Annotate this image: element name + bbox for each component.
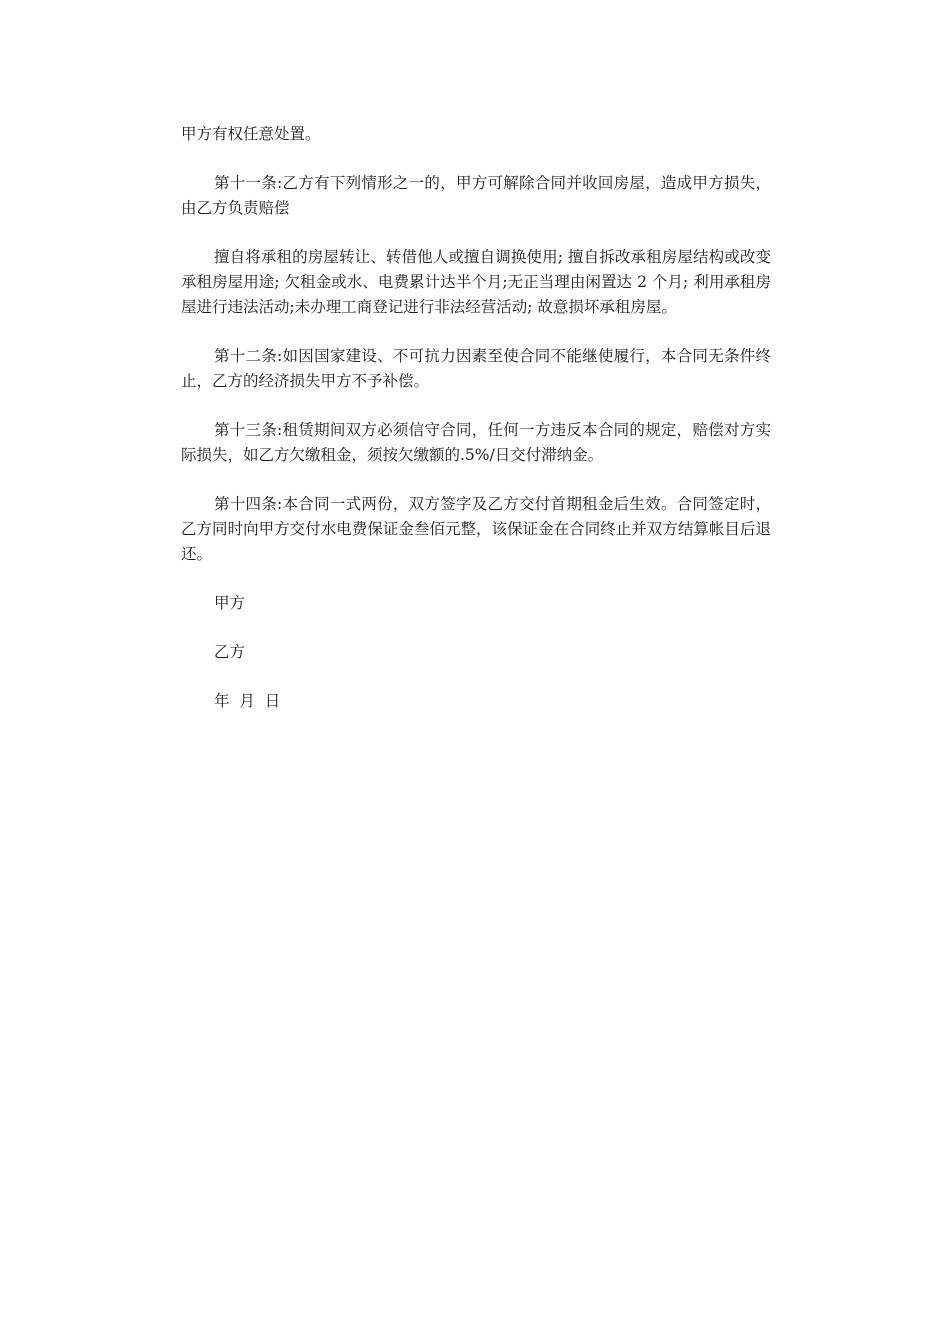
continuation-text: 甲方有权任意处置。 bbox=[181, 125, 321, 143]
article-14: 第十四条:本合同一式两份，双方签字及乙方交付首期租金后生效。合同签定时，乙方同时向甲方交付水电费保证金叁佰元整，该保证金在合同终止并双方结算帐目后退还。 bbox=[181, 495, 771, 563]
article-11: 第十一条:乙方有下列情形之一的，甲方可解除合同并收回房屋，造成甲方损失，由乙方负责赔偿 bbox=[181, 174, 771, 217]
article-13: 第十三条:租赁期间双方必须信守合同，任何一方违反本合同的规定，赔偿对方实际损失，如乙方欠缴租金，须按欠缴额的.5%/日交付滞纳金。 bbox=[181, 421, 771, 464]
article-12: 第十二条:如因国家建设、不可抗力因素至使合同不能继使履行，本合同无条件终止，乙方的经济损失甲方不予补偿。 bbox=[181, 347, 771, 390]
document-page bbox=[181, 122, 771, 738]
party-a-signature: 甲方 bbox=[214, 594, 246, 612]
date-line: 年 月 日 bbox=[214, 692, 281, 710]
article-11-detail: 擅自将承租的房屋转让、转借他人或擅自调换使用; 擅自拆改承租房屋结构或改变承租房屋用途; 欠租金或水、电费累计达半个月;无正当理由闲置达 2 个月; 利用承租房屋进行违法活动;未办理工商登记进行非法经营活动; 故意损坏承租房屋。 bbox=[181, 248, 771, 316]
party-b-signature: 乙方 bbox=[214, 643, 246, 661]
